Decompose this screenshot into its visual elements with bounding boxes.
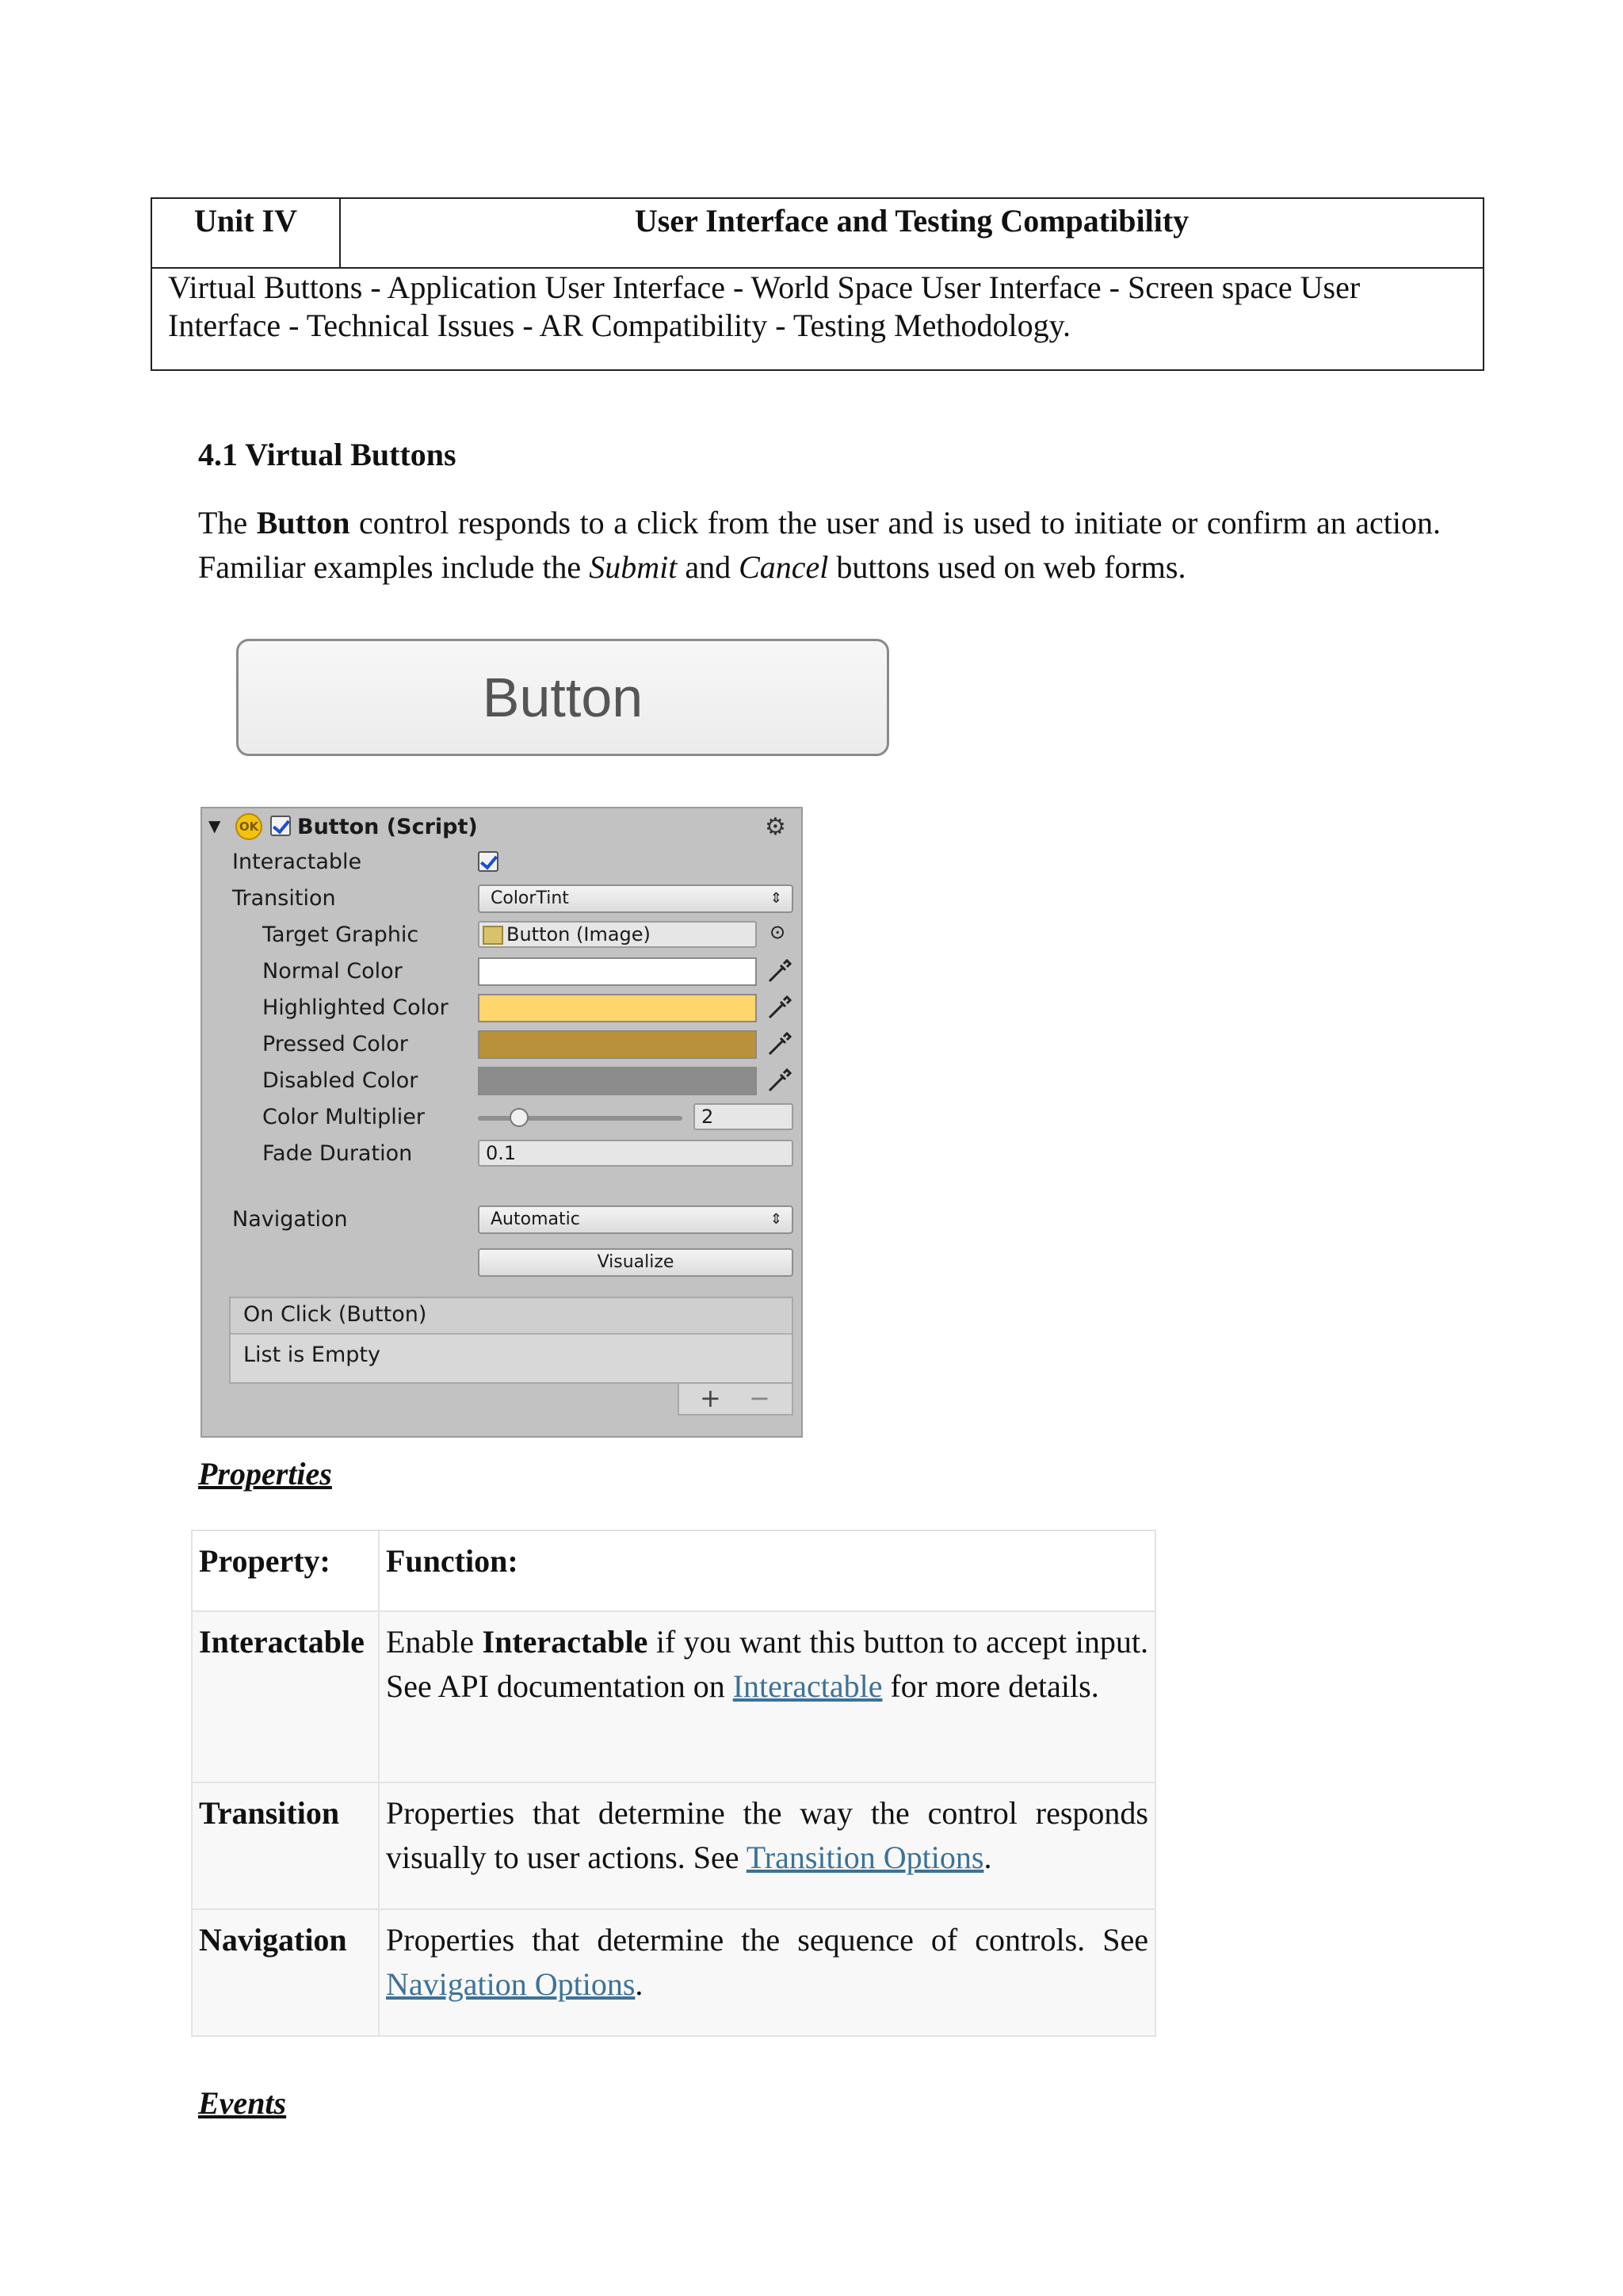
eyedropper-icon[interactable] (766, 1067, 793, 1094)
intro-text-4: buttons used on web forms. (828, 549, 1186, 585)
property-function (379, 1909, 1155, 2036)
highlighted-color-label: Highlighted Color (262, 995, 449, 1020)
pressed-color-swatch[interactable] (478, 1030, 757, 1059)
onclick-header: On Click (Button) (231, 1298, 792, 1335)
ok-script-icon: OK (235, 813, 262, 840)
list-empty-text: List is Empty (243, 1343, 380, 1367)
list-add-remove-bar (678, 1384, 793, 1415)
unit-table (151, 197, 1484, 371)
properties-table (191, 1530, 1156, 2037)
property-function (379, 1782, 1155, 1909)
property-name: Navigation (192, 1909, 379, 2036)
transition-value: ColorTint (491, 888, 569, 908)
intro-text-3: and (677, 549, 739, 585)
button-inspector-panel (200, 807, 803, 1438)
onclick-event-list (229, 1297, 793, 1384)
function-text: Properties that determine the way the control responds visually to user actions. See (386, 1795, 1148, 1875)
intro-submit: Submit (589, 549, 678, 585)
foldout-arrow-icon[interactable]: ▼ (208, 816, 221, 835)
eyedropper-icon[interactable] (766, 1030, 793, 1057)
pressed-color-label: Pressed Color (262, 1032, 408, 1056)
interactable-label: Interactable (232, 850, 362, 874)
col-property-header: Property: (192, 1530, 379, 1611)
intro-text-1: The (198, 505, 257, 541)
table-row (192, 1909, 1155, 2036)
intro-cancel: Cancel (739, 549, 829, 585)
function-text: . (635, 1966, 643, 2002)
object-picker-icon[interactable]: ⊙ (769, 921, 786, 943)
target-graphic-field[interactable] (478, 921, 757, 948)
image-icon (483, 926, 503, 945)
function-text: . (983, 1839, 992, 1875)
table-row (192, 1611, 1155, 1782)
color-multiplier-slider[interactable] (478, 1116, 682, 1121)
function-text: Properties that determine the sequence of controls. See (386, 1922, 1148, 1958)
fade-duration-label: Fade Duration (262, 1141, 413, 1166)
properties-title: Properties (198, 1456, 332, 1492)
section-heading: 4.1 Virtual Buttons (198, 437, 456, 472)
transition-label: Transition (232, 886, 336, 911)
disabled-color-swatch[interactable] (478, 1067, 757, 1095)
property-name: Interactable (192, 1611, 379, 1782)
normal-color-label: Normal Color (262, 959, 403, 984)
example-button[interactable]: Button (236, 639, 889, 756)
col-function-header: Function: (379, 1530, 1155, 1611)
eyedropper-icon[interactable] (766, 994, 793, 1021)
interactable-link[interactable]: Interactable (732, 1668, 883, 1704)
transition-options-link[interactable]: Transition Options (746, 1839, 984, 1875)
interactable-checkbox[interactable] (478, 851, 498, 872)
unit-topics: Virtual Buttons - Application User Interface - World Space User Interface - Screen space User Interface - Technical Issues - AR Compatibility - Testing Methodology. (168, 269, 1361, 343)
table-header-row (192, 1530, 1155, 1611)
unit-table-header-row (152, 199, 1483, 269)
intro-paragraph (198, 501, 1441, 590)
function-text: for more details. (882, 1668, 1099, 1704)
events-title: Events (198, 2085, 287, 2121)
gear-icon[interactable]: ⚙ (765, 813, 786, 841)
eyedropper-icon[interactable] (766, 957, 793, 984)
slider-thumb[interactable] (510, 1108, 529, 1127)
navigation-options-link[interactable]: Navigation Options (386, 1966, 636, 2002)
table-row (192, 1782, 1155, 1909)
intro-bold-button: Button (256, 505, 350, 541)
target-graphic-label: Target Graphic (262, 923, 419, 947)
disabled-color-label: Disabled Color (262, 1068, 418, 1093)
fade-duration-field[interactable]: 0.1 (478, 1140, 793, 1167)
visualize-button[interactable]: Visualize (478, 1248, 793, 1277)
transition-dropdown[interactable] (478, 884, 793, 913)
property-name: Transition (192, 1782, 379, 1909)
color-multiplier-label: Color Multiplier (262, 1105, 425, 1129)
navigation-label: Navigation (232, 1207, 348, 1232)
minus-icon[interactable]: − (749, 1383, 770, 1413)
navigation-dropdown[interactable] (478, 1205, 793, 1234)
plus-icon[interactable]: + (700, 1383, 721, 1413)
function-bold: Interactable (482, 1624, 648, 1660)
function-text: Enable (386, 1624, 483, 1660)
dropdown-arrows-icon: ⇕ (769, 1211, 782, 1228)
inspector-header: Button (Script) (297, 815, 478, 839)
intro-text-2: control responds to a click from the user and is used to initiate or confirm an action. Familiar examples include the (198, 505, 1441, 585)
highlighted-color-swatch[interactable] (478, 994, 757, 1022)
property-function (379, 1611, 1155, 1782)
unit-title: User Interface and Testing Compatibility (634, 203, 1190, 239)
unit-label: Unit IV (152, 199, 341, 267)
dropdown-arrows-icon: ⇕ (769, 890, 782, 907)
target-graphic-value: Button (Image) (506, 923, 651, 946)
navigation-value: Automatic (491, 1209, 580, 1229)
color-multiplier-field[interactable]: 2 (693, 1103, 793, 1130)
component-enabled-checkbox[interactable] (270, 816, 291, 836)
function-text: if you want this button to accept input. See API documentation on (386, 1624, 1148, 1704)
normal-color-swatch[interactable] (478, 957, 757, 986)
